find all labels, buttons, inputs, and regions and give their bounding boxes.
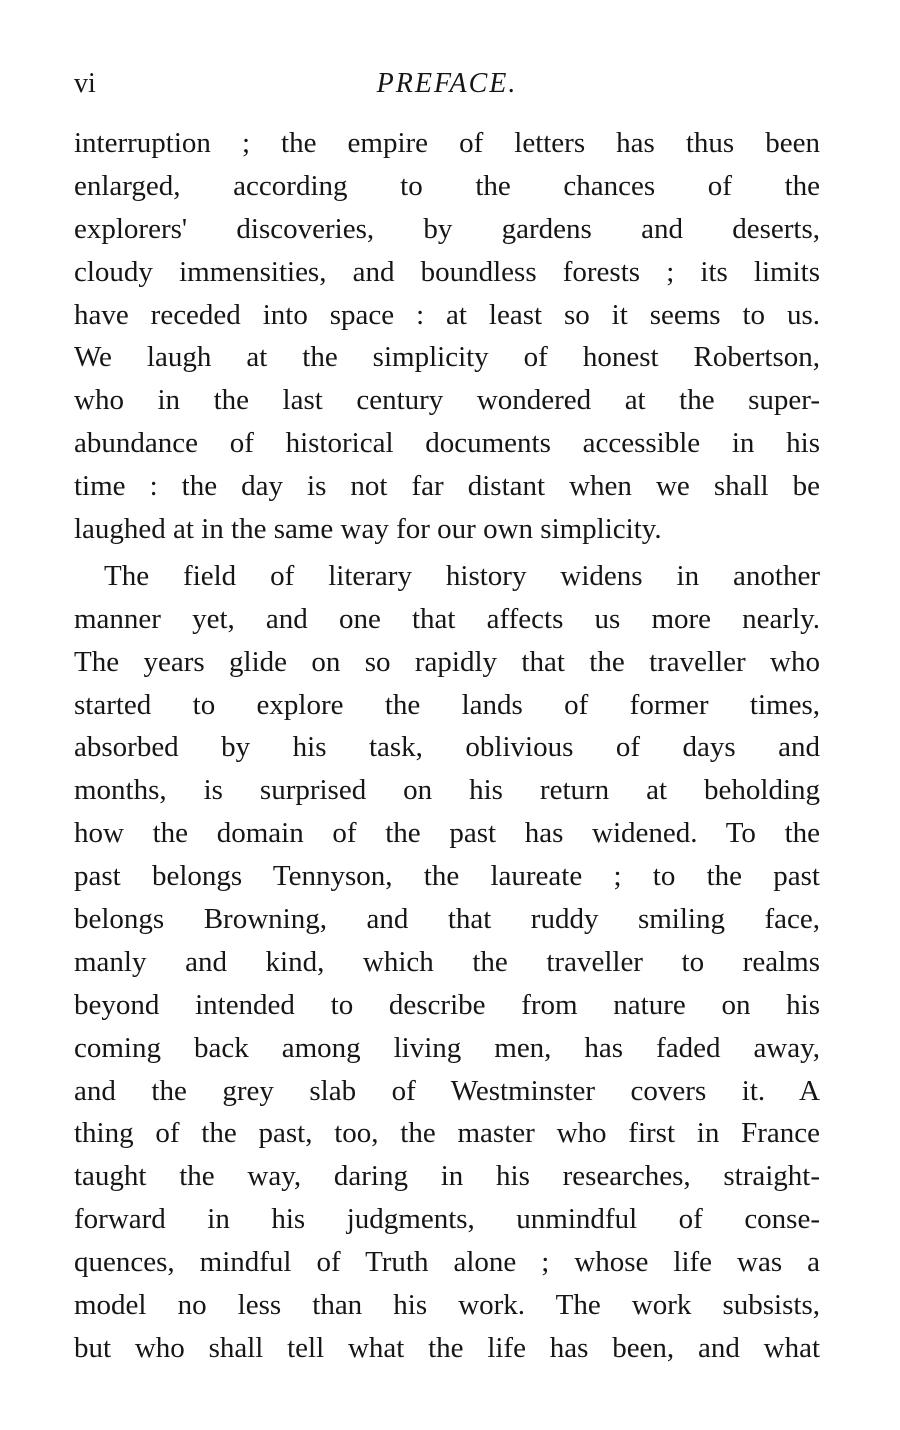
text-line: absorbed by his task, oblivious of days and [74, 731, 820, 764]
text-line: and the grey slab of Westminster covers it. A [74, 1074, 820, 1107]
text-line: beyond intended to describe from nature on his [74, 988, 820, 1021]
text-line: manner yet, and one that affects us more nearly. [74, 602, 820, 635]
text-line: have receded into space : at least so it seems to us. [74, 298, 820, 331]
text-line: started to explore the lands of former times, [74, 688, 820, 721]
text-line: laughed at in the same way for our own simplicity. [74, 513, 662, 546]
text-line: past belongs Tennyson, the laureate ; to the past [74, 860, 820, 893]
text-line: quences, mindful of Truth alone ; whose life was a [74, 1246, 820, 1279]
text-line: belongs Browning, and that ruddy smiling face, [74, 903, 820, 936]
text-line: explorers' discoveries, by gardens and deserts, [74, 212, 820, 245]
body-text [74, 122, 820, 1370]
text-line: The field of literary history widens in another [104, 559, 820, 592]
text-line: taught the way, daring in his researches, straight- [74, 1160, 820, 1193]
paragraph-2 [74, 555, 820, 1370]
text-line: but who shall tell what the life has been, and what [74, 1331, 820, 1364]
text-line: abundance of historical documents accessible in his [74, 427, 820, 460]
page-number: vi [74, 68, 96, 99]
text-line: interruption ; the empire of letters has thus been [74, 127, 820, 159]
text-line: The years glide on so rapidly that the traveller who [74, 645, 820, 678]
text-line: We laugh at the simplicity of honest Robertson, [74, 341, 820, 374]
text-line: who in the last century wondered at the super- [74, 384, 820, 417]
text-line: how the domain of the past has widened. To the [74, 817, 820, 850]
text-line: thing of the past, too, the master who first in France [74, 1117, 820, 1150]
text-line: enlarged, according to the chances of the [74, 169, 820, 202]
text-line: cloudy immensities, and boundless forests ; its limits [74, 255, 820, 288]
text-line: model no less than his work. The work subsists, [74, 1289, 820, 1322]
page-header [74, 64, 820, 104]
text-line: months, is surprised on his return at beholding [74, 774, 820, 807]
text-line: manly and kind, which the traveller to realms [74, 945, 820, 978]
text-line: forward in his judgments, unmindful of conse- [74, 1203, 820, 1236]
paragraph-1 [74, 122, 820, 551]
running-head: PREFACE. [376, 68, 518, 99]
text-line: time : the day is not far distant when we shall be [74, 470, 820, 503]
text-line: coming back among living men, has faded away, [74, 1031, 820, 1064]
